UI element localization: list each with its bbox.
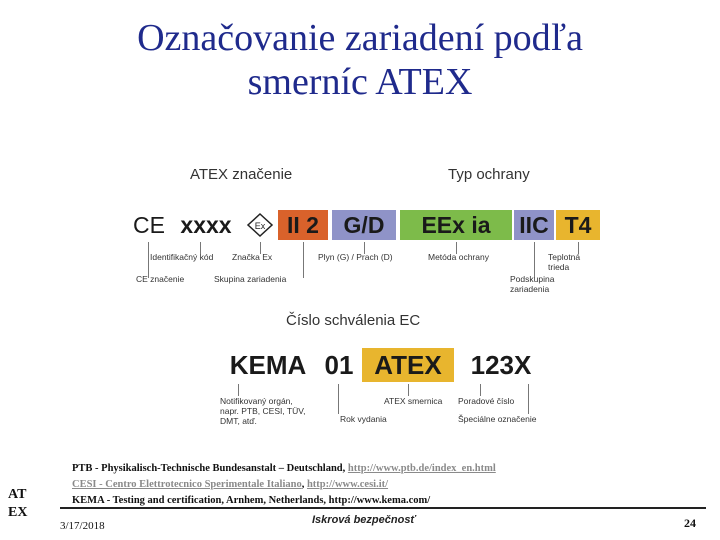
ref-kema: KEMA - Testing and certification, Arnhem, Netherlands, http://www.kema.com/ — [72, 495, 431, 506]
ce-mark: CE — [133, 212, 165, 238]
footer-date: 3/17/2018 — [60, 520, 105, 532]
page-number: 24 — [684, 516, 696, 530]
year-leader-line — [338, 384, 339, 414]
cesi-link[interactable]: http://www.cesi.it/ — [306, 479, 389, 490]
atex-side-label: AT EX — [8, 487, 28, 520]
label-identification-code: Identifikačný kód — [150, 252, 214, 262]
atex-leader-line — [408, 384, 409, 396]
temperature-class-box: T4 — [556, 210, 600, 240]
atex-marking-heading: ATEX značenie — [190, 166, 293, 183]
label-issue-year: Rok vydania — [340, 414, 387, 424]
atex-directive-box: ATEX — [362, 348, 454, 382]
ref-cesi: CESI - Centro Elettrotecnico Sperimentale Italiano, http://www.cesi.it/ — [72, 479, 389, 490]
label-atex-directive: ATEX smernica — [384, 396, 443, 406]
atex-marking-figure — [128, 160, 592, 430]
issue-year: 01 — [324, 350, 354, 380]
notified-leader-line — [238, 384, 239, 396]
equipment-group-box: II 2 — [278, 210, 328, 240]
ref-ptb: PTB - Physikalisch-Technische Bundesanstalt – Deutschland, http://www.ptb.de/index_en.html — [72, 463, 496, 474]
serial-number: 123X — [470, 350, 532, 380]
protection-type-heading: Typ ochrany — [448, 166, 530, 183]
footer-title: Iskrová bezpečnosť — [312, 514, 416, 526]
gas-dust-box: G/D — [332, 210, 396, 240]
references — [72, 461, 496, 509]
label-gas-dust: Plyn (G) / Prach (D) — [318, 252, 393, 262]
ec-approval-heading: Číslo schválenia EC — [286, 312, 421, 329]
gas-subgroup-box: IIC — [514, 210, 554, 240]
identification-code: xxxx — [180, 212, 232, 238]
title-line-1: Označovanie zariadení podľa — [137, 17, 583, 59]
ex-symbol-icon — [246, 212, 274, 238]
protection-method-box: EEx ia — [400, 210, 512, 240]
group-leader-line — [303, 242, 304, 278]
title-line-2: smerníc ATEX — [247, 61, 473, 103]
slide-title — [0, 16, 720, 104]
label-special-marking: Špeciálne označenie — [458, 414, 537, 424]
label-protection-method: Metóda ochrany — [428, 252, 489, 262]
ce-leader-line — [148, 242, 149, 278]
ptb-link[interactable]: http://www.ptb.de/index_en.html — [347, 463, 496, 474]
svg-text:Ex: Ex — [254, 221, 266, 231]
label-equipment-subgroup: Podskupina zariadenia — [510, 274, 555, 294]
label-notified-body: Notifikovaný orgán, napr. PTB, CESI, TÜV, DMT, atď. — [220, 396, 306, 426]
label-ex-mark: Značka Ex — [232, 252, 273, 262]
label-ce-marking: CE značenie — [136, 274, 185, 284]
cesi-link-text[interactable]: CESI - Centro Elettrotecnico Sperimentale Italiano — [72, 479, 302, 490]
label-equipment-group: Skupina zariadenia — [214, 274, 287, 284]
special-leader-line — [528, 384, 529, 414]
serial-leader-line — [480, 384, 481, 396]
subgroup-leader-line — [534, 242, 535, 278]
notified-body-code: KEMA — [229, 350, 307, 380]
label-temperature-class: Teplotná trieda — [548, 252, 581, 272]
label-serial-number: Poradové číslo — [458, 396, 515, 406]
footer-divider — [60, 507, 706, 509]
